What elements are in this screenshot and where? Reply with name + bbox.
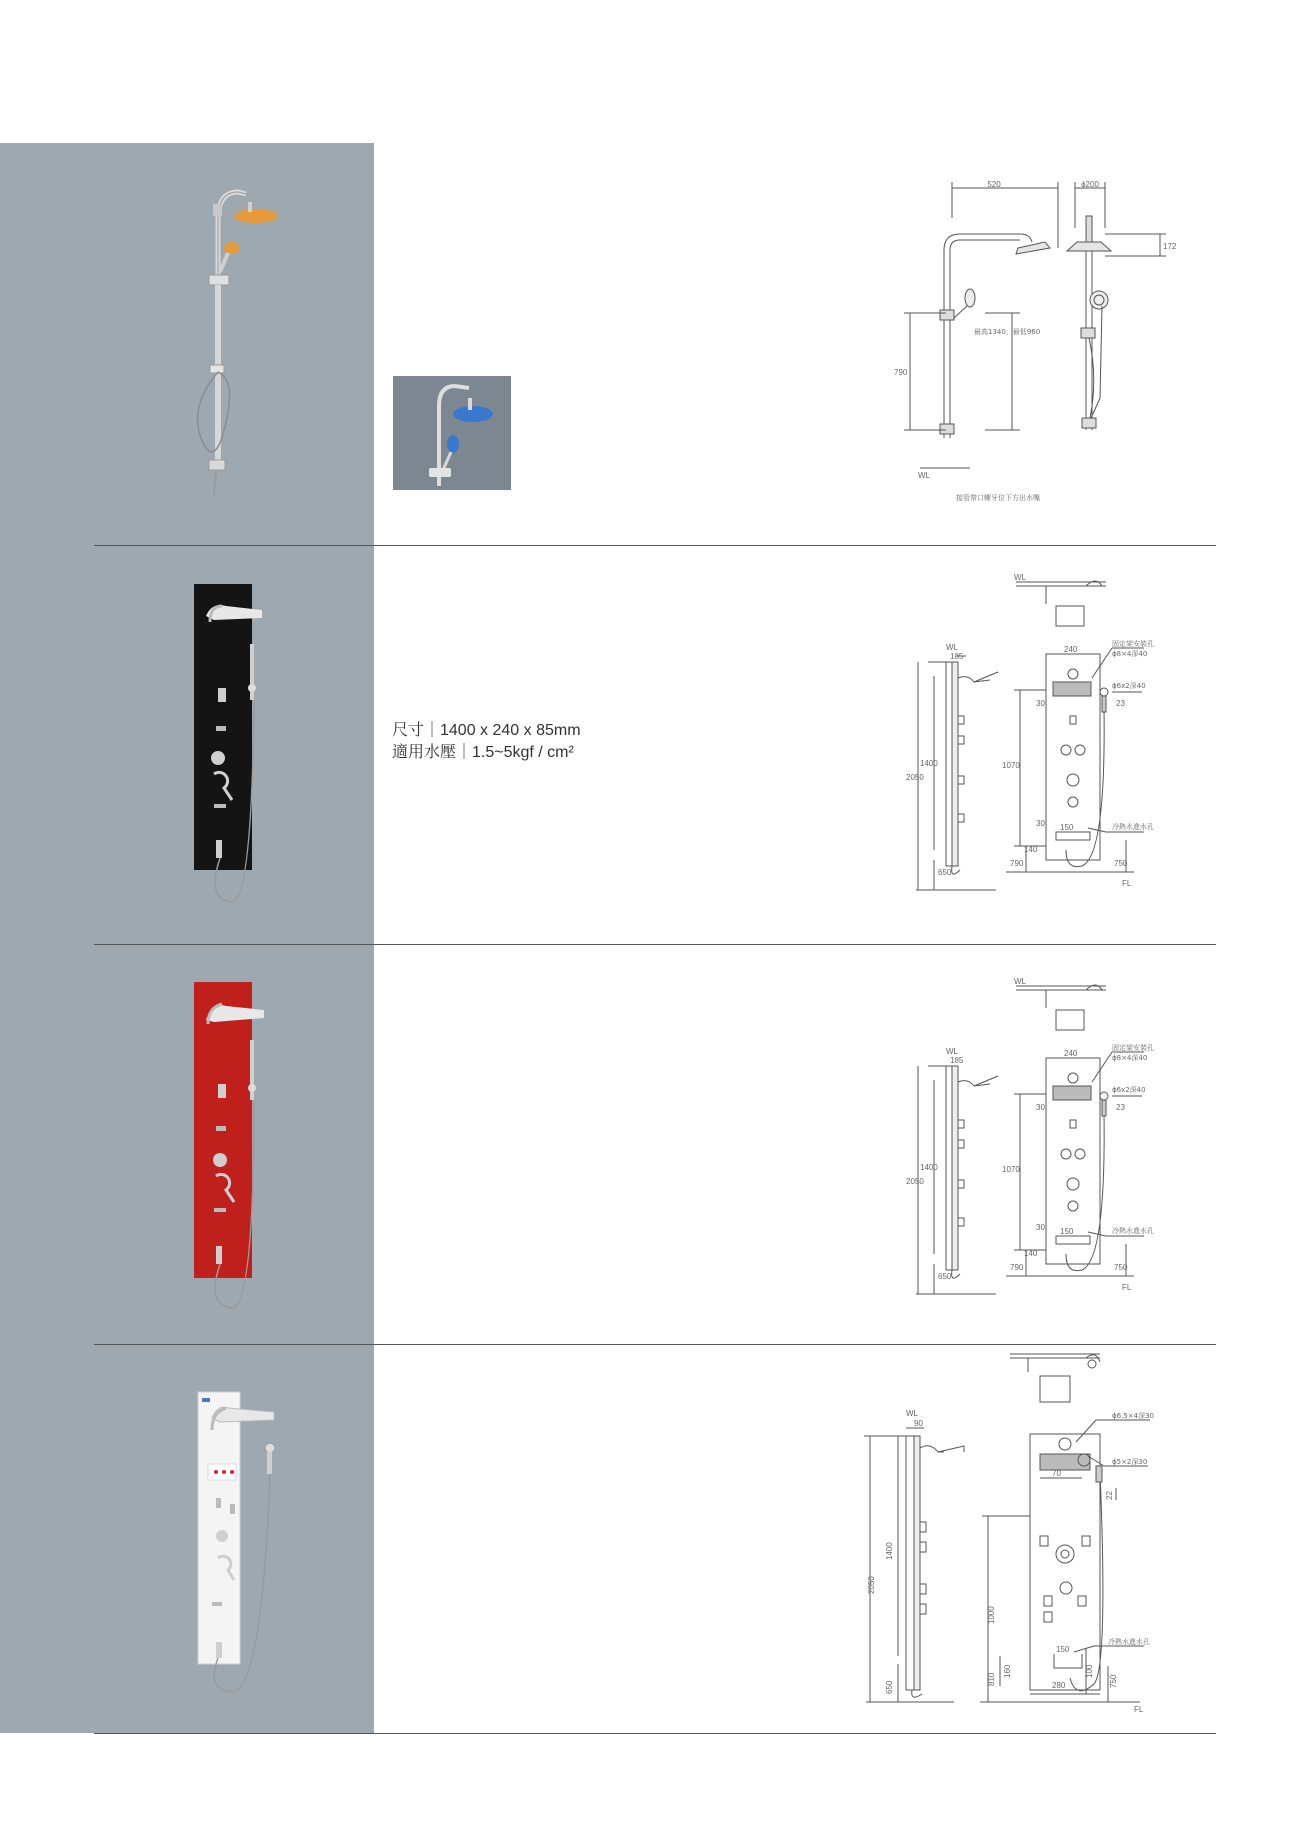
dim-30a: 30	[1036, 699, 1045, 708]
dim-240: 240	[1064, 645, 1078, 654]
dim-750: 750	[1114, 1263, 1128, 1272]
rain-shower-drawing	[890, 178, 1190, 508]
dim-wl: WL	[918, 471, 930, 480]
dim-30a: 30	[1036, 1103, 1045, 1112]
dim-wl-top: WL	[1014, 977, 1026, 986]
dim-1400: 1400	[920, 1163, 938, 1172]
dim-185: 185	[950, 1056, 964, 1065]
dim-fl: FL	[1134, 1705, 1144, 1714]
dim-1400: 1400	[885, 1542, 894, 1560]
dim-1070: 1070	[1002, 761, 1020, 770]
dim-22: 22	[1105, 1491, 1114, 1500]
shower-panel-black-icon	[192, 582, 272, 908]
dim-280: 280	[1052, 1681, 1066, 1690]
white-panel-drawing	[860, 1348, 1170, 1716]
dim-wl: WL	[946, 1047, 958, 1056]
red-panel-drawing	[906, 974, 1166, 1300]
dim-150: 150	[1060, 1227, 1074, 1236]
shower-panel-red-icon	[192, 980, 272, 1312]
dim-650: 650	[885, 1680, 894, 1694]
dim-width: 520	[987, 180, 1001, 189]
note-hose: ϕ6x2深40	[1112, 682, 1146, 690]
dim-750: 750	[1114, 859, 1128, 868]
note-fix2: ϕ8×4深40	[1112, 1054, 1148, 1062]
dim-150: 150	[1060, 823, 1074, 832]
dim-head-height: 172	[1163, 242, 1177, 251]
dim-wl: WL	[946, 643, 958, 652]
shower-column-blue-icon	[393, 376, 511, 490]
black-panel-drawing	[906, 570, 1166, 896]
note-hose: ϕ6x2深40	[1112, 1086, 1146, 1094]
dim-23: 23	[1116, 1103, 1125, 1112]
dim-height: 790	[894, 368, 908, 377]
note-fix: 固定架安裝孔	[1112, 1044, 1154, 1052]
spec-block	[392, 720, 581, 764]
dim-30b: 30	[1036, 819, 1045, 828]
dim-fl: FL	[1122, 879, 1132, 888]
dim-790: 790	[1010, 1263, 1024, 1272]
note-inlet: 冷熱水進水孔	[1108, 1638, 1150, 1646]
dim-790: 790	[1010, 859, 1024, 868]
note-b: ϕ5×2深30	[1112, 1458, 1148, 1466]
dim-30b: 30	[1036, 1223, 1045, 1232]
note-inlet: 冷熱水進水孔	[1112, 823, 1154, 831]
note-inlet: 冷熱水進水孔	[1112, 1227, 1154, 1235]
dim-23: 23	[1116, 699, 1125, 708]
dim-1000: 1000	[987, 1606, 996, 1624]
dim-90: 90	[914, 1419, 923, 1428]
shower-panel-white-icon	[196, 1390, 280, 1696]
note-fix: 固定架安裝孔	[1112, 640, 1154, 648]
divider	[94, 1344, 1216, 1345]
dim-2050: 2050	[867, 1576, 876, 1594]
divider	[94, 944, 1216, 945]
dim-750: 750	[1109, 1674, 1118, 1688]
divider	[94, 1733, 1216, 1734]
spec-size: 尺寸｜1400 x 240 x 85mm	[392, 722, 581, 739]
dim-fl: FL	[1122, 1283, 1132, 1292]
drawing-note: 接管帶口螺牙位下方出水嘴	[956, 494, 1040, 502]
dim-240: 240	[1064, 1049, 1078, 1058]
dim-1070: 1070	[1002, 1165, 1020, 1174]
dim-70: 70	[1052, 1469, 1061, 1478]
dim-range: 最高1340，最低960	[974, 328, 1041, 336]
dim-2050: 2050	[906, 1177, 924, 1186]
dim-140: 140	[1024, 845, 1038, 854]
dim-1400: 1400	[920, 759, 938, 768]
divider	[94, 545, 1216, 546]
dim-2050: 2050	[906, 773, 924, 782]
gray-band	[0, 143, 374, 1733]
dim-150: 150	[1056, 1645, 1070, 1654]
spec-pressure: 適用水壓｜1.5~5kgf / cm²	[392, 744, 574, 761]
dim-head-dia: ϕ200	[1081, 180, 1099, 189]
note-a: ϕ6.5×4深30	[1112, 1412, 1154, 1420]
note-fix2: ϕ8×4深40	[1112, 650, 1148, 658]
dim-185: 185	[950, 652, 964, 661]
dim-100: 100	[1085, 1664, 1094, 1678]
dim-160: 160	[1003, 1664, 1012, 1678]
dim-wl-top: WL	[1014, 573, 1026, 582]
dim-650: 650	[938, 1272, 952, 1281]
shower-column-orange-icon	[196, 180, 296, 500]
dim-650: 650	[938, 868, 952, 877]
dim-140: 140	[1024, 1249, 1038, 1258]
dim-810: 810	[987, 1672, 996, 1686]
dim-wl: WL	[906, 1409, 918, 1418]
